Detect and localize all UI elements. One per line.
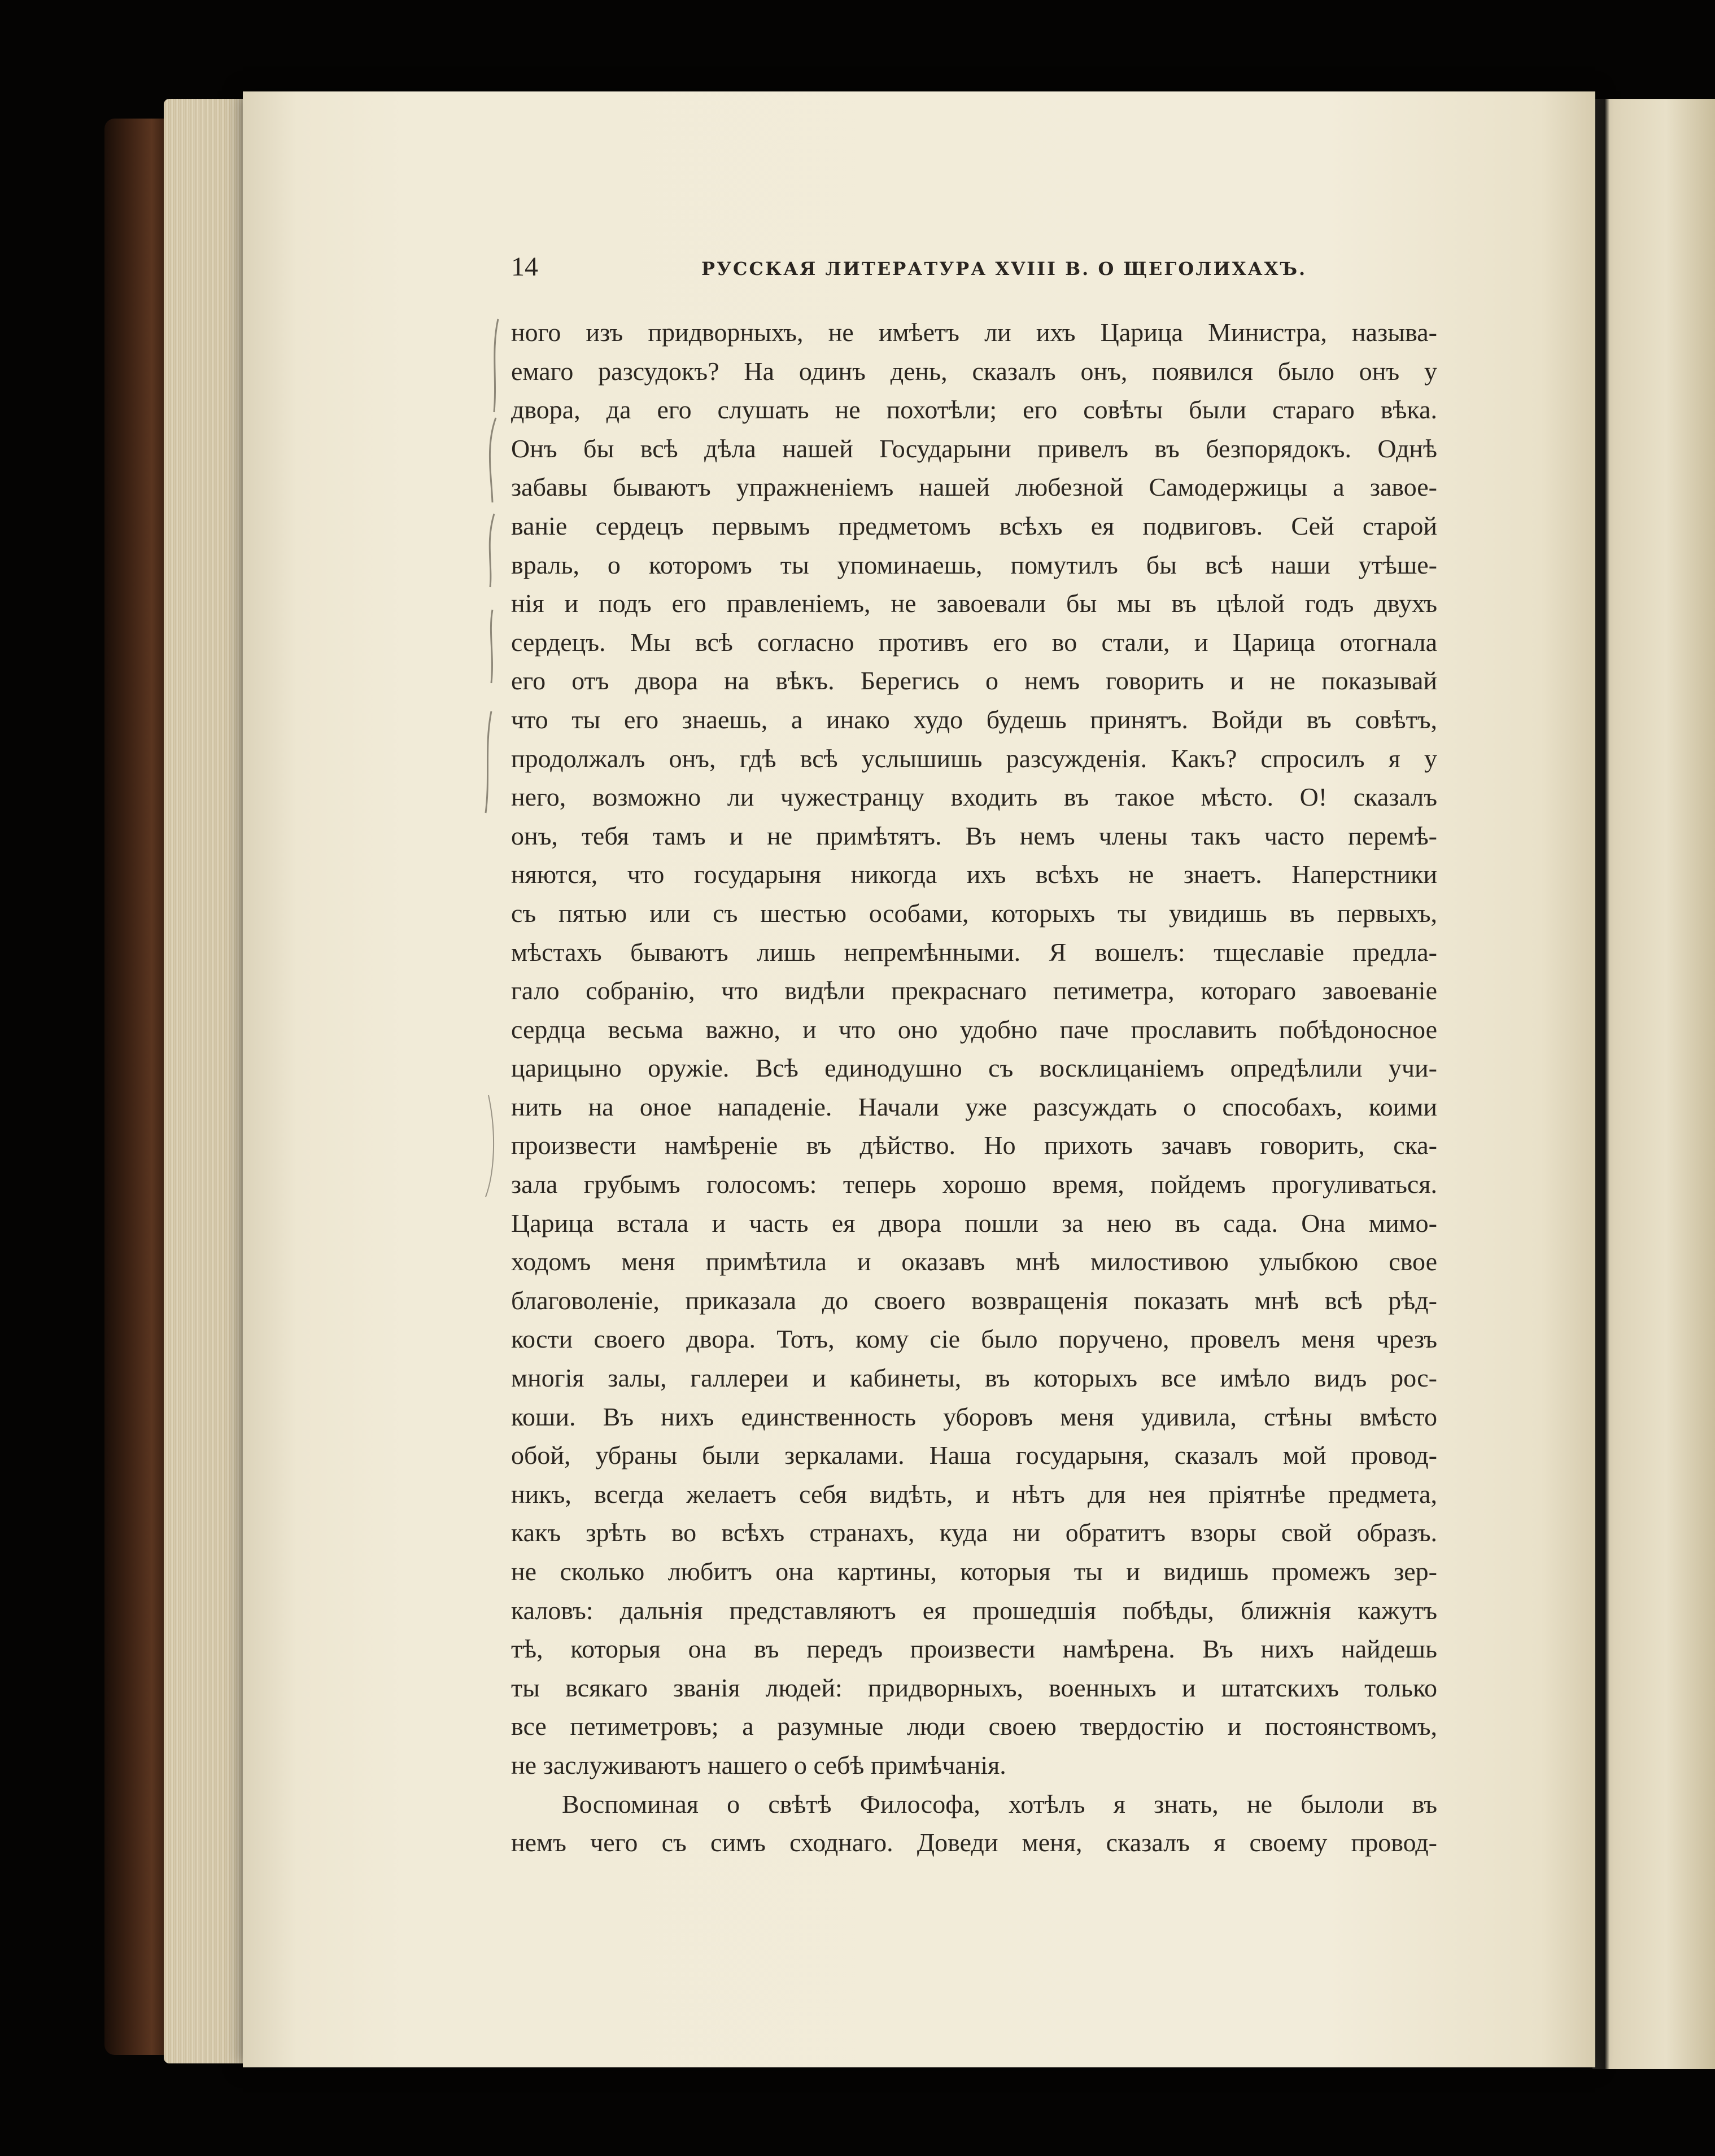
text-line: двора, да его слушать не похотѣли; его совѣты были стараго вѣка. [511,395,1437,425]
text-line: него, возможно ли чужестранцу входить въ такое мѣсто. О! сказалъ [511,782,1437,812]
text-line: не сколько любитъ она картины, которыя ты и видишь промежъ зер- [511,1557,1437,1586]
text-line: не заслуживаютъ нашего о себѣ примѣчанія. [511,1750,1006,1779]
text-line: няются, что государыня никогда ихъ всѣхъ не знаетъ. Наперстники [511,860,1437,889]
text-line: никъ, всегда желаетъ себя видѣть, и нѣтъ для нея пріятнѣе предмета, [511,1479,1437,1508]
text-line: каловъ: дальнія представляютъ ея прошедшія побѣды, ближнія кажутъ [511,1595,1437,1625]
text-line: гало собранію, что видѣли прекраснаго петиметра, котораго завоеваніе [511,976,1437,1005]
text-line: нія и подъ его правленіемъ, не завоевали бы мы въ цѣлой годъ двухъ [511,589,1437,618]
page-number: 14 [511,252,538,282]
pencil-margin-marks [463,316,508,1445]
text-line: забавы бываютъ упражненіемъ нашей любезной Самодержицы а завое- [511,473,1437,502]
text-line: кости своего двора. Тотъ, кому сіе было поручено, провелъ меня чрезъ [511,1324,1437,1354]
text-line: немъ чего съ симъ сходнаго. Доведи меня, сказалъ я своему провод- [511,1828,1437,1857]
facing-page-edge [1592,99,1715,2069]
text-line: произвести намѣреніе въ дѣйство. Но прихоть зачавъ говорить, ска- [511,1131,1437,1160]
page-body-text [511,313,1437,1862]
text-line: ваніе сердецъ первымъ предметомъ всѣхъ ея подвиговъ. Сей старой [511,511,1437,540]
text-line: сердецъ. Мы всѣ согласно противъ его во стали, и Царица отогнала [511,627,1437,657]
text-line: нить на оное нападеніе. Начали уже разсуждать о способахъ, коими [511,1092,1437,1121]
text-line: онъ, тебя тамъ и не примѣтятъ. Въ немъ члены такъ часто перемѣ- [511,821,1437,850]
text-line: ходомъ меня примѣтила и оказавъ мнѣ милостивою улыбкою свое [511,1247,1437,1276]
text-line: царицыно оружіе. Всѣ единодушно съ восклицаніемъ опредѣлили учи- [511,1053,1437,1083]
text-line: зала грубымъ голосомъ: теперь хорошо время, пойдемъ прогуливаться. [511,1170,1437,1199]
book-cover-edge [104,119,172,2055]
text-line: многія залы, галлереи и кабинеты, въ которыхъ все имѣло видъ рос- [511,1363,1437,1393]
text-line: емаго разсудокъ? На одинъ день, сказалъ онъ, появился было онъ у [511,356,1437,386]
text-line: ты всякаго званія людей: придворныхъ, военныхъ и штатскихъ только [511,1673,1437,1702]
text-line: сердца весьма важно, и что оно удобно паче прославить побѣдоносное [511,1014,1437,1044]
text-line: тѣ, которыя она въ передъ произвести намѣрена. Въ нихъ найдешь [511,1634,1437,1664]
text-line: что ты его знаешь, а инако худо будешь принятъ. Войди въ совѣтъ, [511,705,1437,734]
text-line: Воспоминая о свѣтѣ Философа, хотѣлъ я знать, не былоли въ [562,1789,1437,1818]
text-line: ного изъ придворныхъ, не имѣетъ ли ихъ Царица Министра, называ- [511,318,1437,347]
page-header [511,251,1443,285]
text-line: Онъ бы всѣ дѣла нашей Государыни привелъ въ безпорядокъ. Однѣ [511,434,1437,463]
text-line: коши. Въ нихъ единственность уборовъ меня удивила, стѣны вмѣсто [511,1402,1437,1431]
text-line: все петиметровъ; а разумные люди своею твердостію и постоянствомъ, [511,1712,1437,1741]
text-line: мѣстахъ бываютъ лишь непремѣнными. Я вошелъ: тщеславіе предла- [511,937,1437,967]
text-line: продолжалъ онъ, гдѣ всѣ услышишь разсужденія. Какъ? спросилъ я у [511,744,1437,773]
text-line: его отъ двора на вѣкъ. Берегись о немъ говорить и не показывай [511,666,1437,696]
text-line: враль, о которомъ ты упоминаешь, помутилъ бы всѣ наши утѣше- [511,550,1437,579]
running-head: РУССКАЯ ЛИТЕРАТУРА XVIII В. О ЩЕГОЛИХАХЪ. [701,258,1307,279]
text-line: обой, убраны были зеркалами. Наша государыня, сказалъ мой провод- [511,1441,1437,1470]
text-line: съ пятью или съ шестью особами, которыхъ ты увидишь въ первыхъ, [511,898,1437,928]
text-line: благоволеніе, приказала до своего возвращенія показать мнѣ всѣ рѣд- [511,1285,1437,1315]
text-line: Царица встала и часть ея двора пошли за нею въ сада. Она мимо- [511,1208,1437,1237]
text-line: какъ зрѣть во всѣхъ странахъ, куда ни обратитъ взоры свой образъ. [511,1518,1437,1547]
